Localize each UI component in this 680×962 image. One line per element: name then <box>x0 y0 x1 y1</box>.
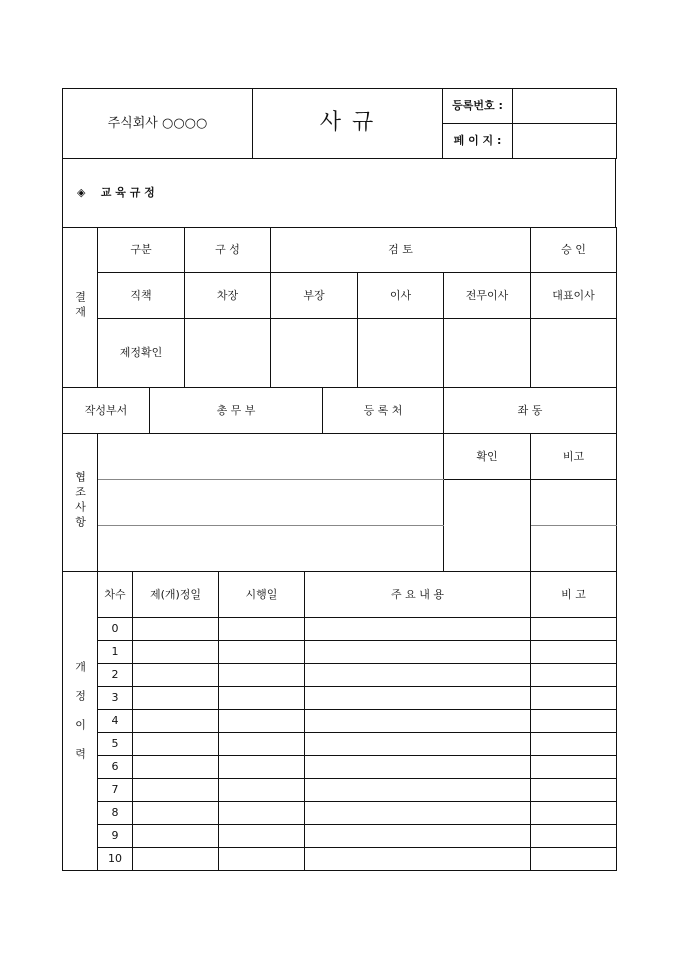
enactment-confirm-label: 제정확인 <box>98 319 185 388</box>
cell[interactable] <box>531 641 617 664</box>
position-director: 이사 <box>358 273 444 319</box>
cell[interactable] <box>305 756 531 779</box>
revision-no: 3 <box>98 687 133 710</box>
history-side-label: 개정이력 <box>63 572 98 871</box>
header-table <box>62 88 617 159</box>
cell[interactable] <box>219 618 305 641</box>
reg-no-label: 등록번호 : <box>443 89 513 124</box>
cell[interactable] <box>531 848 617 871</box>
confirm-header: 확인 <box>444 434 531 480</box>
cell[interactable] <box>531 687 617 710</box>
cell[interactable] <box>219 641 305 664</box>
cell[interactable] <box>305 710 531 733</box>
history-col-content: 주 요 내 용 <box>305 572 531 618</box>
history-col-note: 비 고 <box>531 572 617 618</box>
section-title: 교 육 규 정 <box>100 186 155 200</box>
cell[interactable] <box>219 779 305 802</box>
note-header: 비고 <box>531 434 617 480</box>
dept-value: 총 무 부 <box>150 388 323 434</box>
cell[interactable] <box>531 618 617 641</box>
cooperation-line[interactable] <box>98 480 444 526</box>
cell[interactable] <box>133 664 219 687</box>
cell[interactable] <box>133 733 219 756</box>
diamond-icon: ◈ <box>77 186 86 200</box>
table-row <box>63 733 617 756</box>
cell[interactable] <box>133 802 219 825</box>
table-row <box>63 848 617 871</box>
cell[interactable] <box>219 802 305 825</box>
table-row <box>63 618 617 641</box>
position-deputy-manager: 차장 <box>185 273 271 319</box>
revision-no: 6 <box>98 756 133 779</box>
revision-no: 2 <box>98 664 133 687</box>
section-heading <box>63 159 616 228</box>
table-row <box>63 641 617 664</box>
revision-no: 7 <box>98 779 133 802</box>
revision-no: 9 <box>98 825 133 848</box>
position-managing-director: 전무이사 <box>444 273 531 319</box>
cell[interactable] <box>219 825 305 848</box>
table-row <box>63 802 617 825</box>
history-col-date: 제(개)정일 <box>133 572 219 618</box>
table-row <box>63 779 617 802</box>
cooperation-line[interactable] <box>98 526 444 572</box>
approval-col-approve: 승 인 <box>531 228 617 273</box>
sign-box[interactable] <box>531 319 617 388</box>
cell[interactable] <box>133 641 219 664</box>
note-cell[interactable] <box>531 526 617 572</box>
regulation-form <box>62 88 616 871</box>
cell[interactable] <box>531 710 617 733</box>
history-col-no: 차수 <box>98 572 133 618</box>
position-manager: 부장 <box>271 273 358 319</box>
revision-no: 5 <box>98 733 133 756</box>
cell[interactable] <box>305 802 531 825</box>
sign-box[interactable] <box>358 319 444 388</box>
table-row <box>63 825 617 848</box>
company-name: 주식회사 ○○○○ <box>63 89 253 159</box>
table-row <box>63 756 617 779</box>
sign-box[interactable] <box>271 319 358 388</box>
cell[interactable] <box>133 848 219 871</box>
cell[interactable] <box>305 825 531 848</box>
note-cell[interactable] <box>531 480 617 526</box>
sign-box[interactable] <box>444 319 531 388</box>
position-ceo: 대표이사 <box>531 273 617 319</box>
cell[interactable] <box>133 618 219 641</box>
revision-no: 8 <box>98 802 133 825</box>
approval-col-review: 검 토 <box>271 228 531 273</box>
revision-no: 4 <box>98 710 133 733</box>
cell[interactable] <box>305 641 531 664</box>
cell[interactable] <box>305 618 531 641</box>
cell[interactable] <box>305 779 531 802</box>
cell[interactable] <box>531 664 617 687</box>
reg-no-value[interactable] <box>513 89 617 124</box>
cell[interactable] <box>219 733 305 756</box>
reg-office-value: 좌 동 <box>444 388 617 434</box>
cell[interactable] <box>133 779 219 802</box>
confirm-cell[interactable] <box>444 480 531 572</box>
reg-office-label: 등 록 처 <box>323 388 444 434</box>
sign-box[interactable] <box>185 319 271 388</box>
approval-col-category: 구분 <box>98 228 185 273</box>
approval-side-label: 결재 <box>63 228 98 388</box>
cell[interactable] <box>219 687 305 710</box>
cooperation-table <box>62 433 617 572</box>
cell[interactable] <box>219 710 305 733</box>
table-row <box>63 710 617 733</box>
cell[interactable] <box>219 664 305 687</box>
revision-no: 1 <box>98 641 133 664</box>
revision-no: 10 <box>98 848 133 871</box>
section-table <box>62 158 616 228</box>
cell[interactable] <box>219 848 305 871</box>
cell[interactable] <box>305 733 531 756</box>
table-row <box>63 687 617 710</box>
cell[interactable] <box>531 756 617 779</box>
cell[interactable] <box>133 687 219 710</box>
page-value[interactable] <box>513 124 617 159</box>
cooperation-side-label: 협조사항 <box>63 434 98 572</box>
cell[interactable] <box>531 733 617 756</box>
position-label: 직책 <box>98 273 185 319</box>
cell[interactable] <box>305 848 531 871</box>
dept-table <box>62 387 617 434</box>
table-row <box>63 664 617 687</box>
cell[interactable] <box>531 779 617 802</box>
cell[interactable] <box>133 710 219 733</box>
cell[interactable] <box>305 687 531 710</box>
approval-table <box>62 227 617 388</box>
dept-label: 작성부서 <box>63 388 150 434</box>
cell[interactable] <box>531 802 617 825</box>
history-table <box>62 571 617 871</box>
cooperation-line[interactable] <box>98 434 444 480</box>
cell[interactable] <box>219 756 305 779</box>
history-col-effective: 시행일 <box>219 572 305 618</box>
cell[interactable] <box>133 756 219 779</box>
revision-no: 0 <box>98 618 133 641</box>
approval-col-compose: 구 성 <box>185 228 271 273</box>
page-label: 페 이 지 : <box>443 124 513 159</box>
cell[interactable] <box>531 825 617 848</box>
cell[interactable] <box>133 825 219 848</box>
cell[interactable] <box>305 664 531 687</box>
page-title: 사 규 <box>253 89 443 159</box>
